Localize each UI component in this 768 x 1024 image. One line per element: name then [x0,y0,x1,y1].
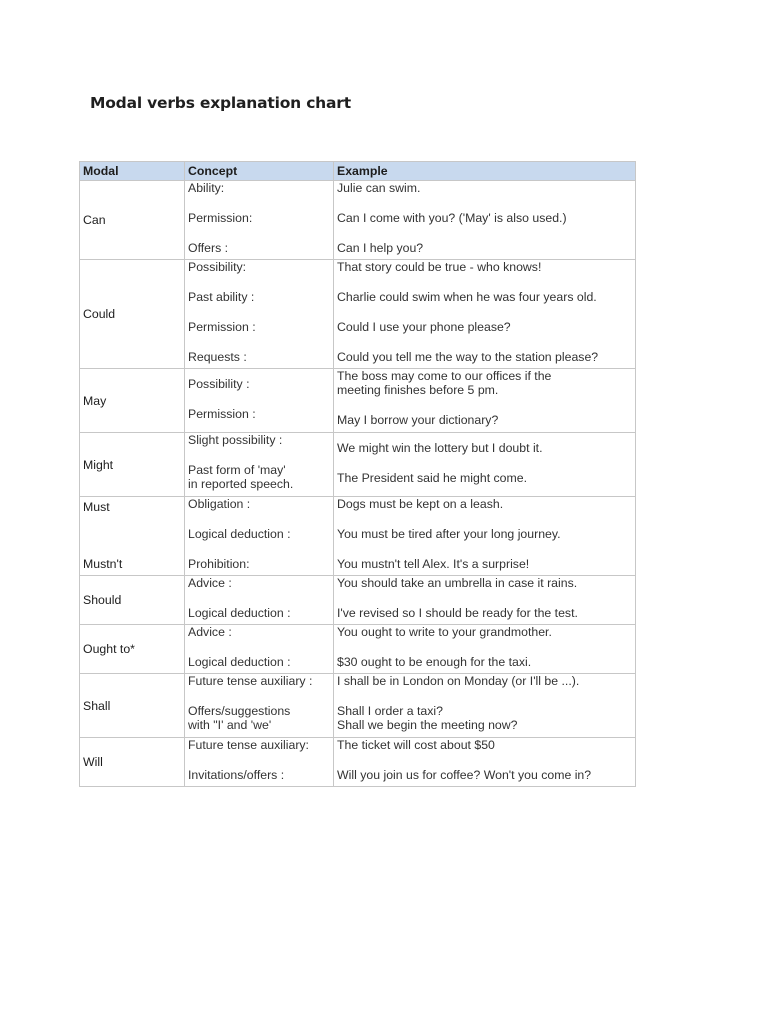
table-header-row [80,162,636,181]
table-row [80,433,636,497]
concept-cell [185,433,334,497]
concept-text: Requests : [188,350,247,364]
example-text: I shall be in London on Monday (or I'll be ...). [337,674,580,688]
example-text: The ticket will cost about $50 [337,738,495,752]
example-text: You must be tired after your long journey. [337,527,561,541]
concept-cell [185,497,334,576]
modal-cell [80,497,185,576]
example-text: The boss may come to our offices if the [337,369,552,383]
example-text: Dogs must be kept on a leash. [337,497,504,511]
concept-cell [185,674,334,738]
example-cell [334,497,636,576]
table-row [80,497,636,576]
modal-cell: May [80,369,185,433]
header-modal: Modal [80,162,185,181]
example-text: Can I come with you? ('May' is also used.) [337,211,567,225]
example-cell [334,625,636,674]
concept-text: Offers : [188,241,229,255]
concept-text: Slight possibility : [188,433,283,447]
concept-text: in reported speech. [188,477,294,491]
example-cell [334,738,636,787]
concept-text: Possibility: [188,260,247,274]
example-cell [334,433,636,497]
example-text: Charlie could swim when he was four years old. [337,290,597,304]
example-cell [334,576,636,625]
concept-cell [185,181,334,260]
example-text: You should take an umbrella in case it rains. [337,576,578,590]
concept-text: Logical deduction : [188,655,291,669]
table-row [80,181,636,260]
concept-text: Past ability : [188,290,255,304]
modal-verbs-table [79,161,636,787]
table-row [80,369,636,433]
concept-text: Permission : [188,407,256,421]
concept-text: Logical deduction : [188,527,291,541]
example-text: Shall we begin the meeting now? [337,718,518,732]
table-row [80,738,636,787]
example-cell [334,260,636,369]
modal-cell: Ought to* [80,625,185,674]
modal-cell: Could [80,260,185,369]
concept-text: Ability: [188,181,225,195]
concept-text: with "I' and 'we' [188,718,272,732]
example-text: We might win the lottery but I doubt it. [337,441,543,455]
concept-text: Permission : [188,320,256,334]
example-text: Shall I order a taxi? [337,704,443,718]
modal-cell: Should [80,576,185,625]
example-text: Can I help you? [337,241,424,255]
concept-text: Logical deduction : [188,606,291,620]
example-text: May I borrow your dictionary? [337,413,499,427]
example-text: Could you tell me the way to the station please? [337,350,599,364]
example-text: $30 ought to be enough for the taxi. [337,655,532,669]
concept-cell [185,576,334,625]
example-text: I've revised so I should be ready for the test. [337,606,578,620]
table-row [80,576,636,625]
header-concept: Concept [185,162,334,181]
concept-text: Advice : [188,576,232,590]
example-cell [334,181,636,260]
modal-cell: Shall [80,674,185,738]
concept-text: Future tense auxiliary: [188,738,309,752]
concept-text: Obligation : [188,497,251,511]
example-text: You ought to write to your grandmother. [337,625,552,639]
example-text: The President said he might come. [337,471,528,485]
example-text: Could I use your phone please? [337,320,511,334]
concept-text: Invitations/offers : [188,768,285,782]
example-cell [334,369,636,433]
modal-cell: Might [80,433,185,497]
example-text: Julie can swim. [337,181,421,195]
example-cell [334,674,636,738]
concept-text: Past form of 'may' [188,463,286,477]
concept-cell [185,738,334,787]
concept-text: Advice : [188,625,232,639]
modal-must: Must [83,500,110,514]
concept-cell [185,625,334,674]
modal-cell: Can [80,181,185,260]
table-row [80,260,636,369]
concept-text: Offers/suggestions [188,704,291,718]
concept-text: Possibility : [188,377,250,391]
example-text: meeting finishes before 5 pm. [337,383,499,397]
concept-cell [185,369,334,433]
concept-cell [185,260,334,369]
modal-cell: Will [80,738,185,787]
modal-mustnt: Mustn't [83,557,123,571]
header-example: Example [334,162,636,181]
concept-text: Prohibition: [188,557,250,571]
page-title: Modal verbs explanation chart [90,94,351,112]
concept-text: Future tense auxiliary : [188,674,313,688]
example-text: You mustn't tell Alex. It's a surprise! [337,557,530,571]
table-row [80,625,636,674]
example-text: Will you join us for coffee? Won't you come in? [337,768,592,782]
example-text: That story could be true - who knows! [337,260,542,274]
concept-text: Permission: [188,211,253,225]
table-row [80,674,636,738]
